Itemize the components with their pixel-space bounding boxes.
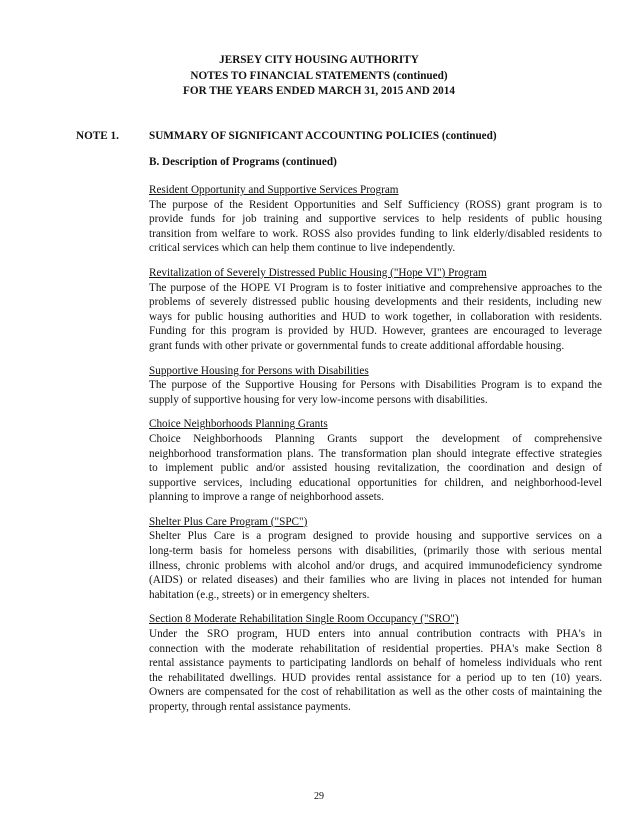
program-section-ross — [149, 183, 602, 256]
program-section-sro — [149, 612, 602, 714]
paragraph-line: problems of severely distressed public housing developments and their residents, including new — [149, 296, 602, 309]
paragraph-line: habitation (e.g., streets) or in emergency shelters. — [149, 588, 370, 601]
paragraph-line: The purpose of the HOPE VI Program is to foster initiative and comprehensive approaches to the — [149, 281, 602, 294]
paragraph-line: grant funds with other private or governmental funds to create additional affordable housing. — [149, 339, 565, 352]
paragraph-line: Shelter Plus Care is a program designed to provide housing and supportive services on a — [149, 530, 602, 543]
section-title: Choice Neighborhoods Planning Grants — [149, 418, 328, 431]
page-number: 29 — [314, 791, 324, 802]
note-title: SUMMARY OF SIGNIFICANT ACCOUNTING POLICIES (continued) — [149, 130, 497, 142]
organization-name: JERSEY CITY HOUSING AUTHORITY — [219, 54, 419, 66]
program-section-shelter-plus-care — [149, 515, 602, 603]
section-title: Section 8 Moderate Rehabilitation Single Room Occupancy ("SRO") — [149, 613, 459, 626]
document-title: NOTES TO FINANCIAL STATEMENTS (continued) — [190, 69, 448, 82]
paragraph-line: supportive services, including educational opportunities for children, and neighborhood-level — [149, 476, 602, 489]
paragraph-line: rental assistance payments to participating landlords on behalf of homeless individuals who rent — [149, 657, 602, 670]
paragraph-line: Owners are compensated for the cost of rehabilitation as well as the other costs of maintaining the — [149, 686, 602, 699]
section-title: Resident Opportunity and Supportive Services Program — [149, 184, 399, 196]
section-title: Revitalization of Severely Distressed Public Housing ("Hope VI") Program — [149, 266, 487, 279]
paragraph-line: Funding for this program is provided by HUD. However, grantees are encouraged to leverage — [149, 325, 602, 338]
paragraph-line: illness, chronic problems with alcohol and/or drugs, and acquired immunodeficiency syndrome — [149, 559, 602, 572]
paragraph-line: Choice Neighborhoods Planning Grants support the development of comprehensive — [149, 432, 602, 445]
paragraph-line: ways for public housing authorities and HUD to work together, in collaboration with residents. — [149, 310, 602, 323]
paragraph-line: to implement public and/or assisted housing revitalization, the coordination and design of — [149, 462, 602, 475]
program-section-choice-neighborhoods — [149, 417, 602, 505]
period-line: FOR THE YEARS ENDED MARCH 31, 2015 AND 2014 — [183, 85, 455, 97]
paragraph-line: The purpose of the Resident Opportunities and Self Sufficiency (ROSS) grant program is to — [149, 198, 602, 211]
paragraph-line: neighborhood transformation plans. The transformation plan should integrate effective strategies — [149, 447, 602, 460]
program-section-hope-vi — [149, 266, 602, 354]
paragraph-line: The purpose of the Supportive Housing for Persons with Disabilities Program is to expand the — [149, 379, 602, 392]
paragraph-line: critical services which can help them continue to live independently. — [149, 242, 456, 255]
paragraph-line: planning to improve a range of neighborhood assets. — [149, 491, 384, 504]
paragraph-line: long-term basis for homeless persons with disabilities, (primarily those with serious mental — [149, 545, 602, 558]
program-section-supportive-housing — [149, 364, 602, 408]
paragraph-line: provide funds for job training and supportive services to help residents of public housing — [149, 213, 602, 226]
paragraph-line: (AIDS) or related diseases) and their families who are living in places not intended for human — [149, 574, 602, 587]
paragraph-line: transition from welfare to work. ROSS also provides funding to link elderly/disabled residents to — [149, 227, 602, 240]
paragraph-line: supply of supportive housing for very low-income persons with disabilities. — [149, 393, 488, 406]
document-header — [0, 53, 638, 100]
paragraph-line: property, through rental assistance payments. — [149, 701, 351, 713]
section-title: Supportive Housing for Persons with Disabilities — [149, 364, 369, 377]
section-title: Shelter Plus Care Program ("SPC") — [149, 515, 308, 528]
program-descriptions — [149, 183, 602, 715]
paragraph-line: Under the SRO program, HUD enters into annual contribution contracts with PHA's in — [149, 628, 602, 641]
subsection-heading: B. Description of Programs (continued) — [149, 156, 337, 168]
note-number: NOTE 1. — [76, 130, 119, 142]
paragraph-line: the rehabilitated dwellings. HUD provides rental assistance for a period up to ten (10) years. — [149, 671, 602, 684]
paragraph-line: connection with the moderate rehabilitation of residential properties. PHA's make Section 8 — [149, 642, 602, 655]
